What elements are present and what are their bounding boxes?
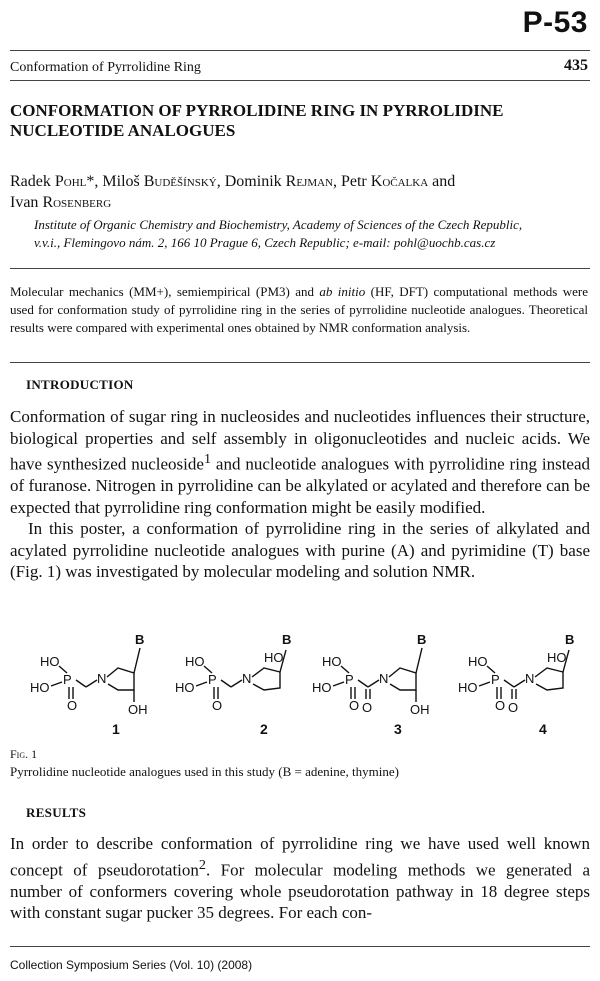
oxygen-label: O	[67, 698, 78, 713]
hydroxyl-label: HO	[30, 680, 50, 695]
oxygen-label: O	[495, 698, 506, 713]
paragraph: In order to describe conformation of pyrrolidine ring we have used well known concept of pseudorotation$^2$. For molecular modeling methods we generated a number of conformers covering whole pseudorotation pathway in 18 degree steps with constant sugar pucker 35 degrees. For each con-	[10, 834, 591, 923]
header-rule-bottom	[10, 80, 590, 81]
base-label: B	[417, 632, 427, 647]
abstract-rule-top	[10, 268, 590, 269]
phosphorus-label: P	[491, 672, 500, 687]
results-body	[10, 833, 590, 924]
figure-caption: Pyrrolidine nucleotide analogues used in this study (B = adenine, thymine)	[10, 764, 399, 779]
ring-hydroxyl-label: OH	[128, 702, 148, 717]
figure-label: Fig. 1	[10, 747, 38, 761]
bond-line	[196, 682, 207, 686]
bond-line	[358, 680, 368, 687]
introduction-heading: INTRODUCTION	[26, 377, 134, 392]
ring-hydroxyl-label: OH	[410, 702, 430, 717]
phosphorus-label: P	[208, 672, 217, 687]
bond-line	[514, 680, 525, 687]
author: Petr Kočalka and	[340, 173, 456, 190]
title-line: NUCLEOTIDE ANALOGUES	[10, 121, 236, 140]
paper-title	[10, 101, 570, 141]
bond-line	[504, 680, 514, 687]
base-label: B	[565, 632, 575, 647]
nitrogen-label: N	[379, 671, 389, 686]
abstract: Molecular mechanics (MM+), semiempirical (PM3) and ab initio (HF, DFT) computational methods were used for conformation study of pyrrolidine ring in the series of pyrrolidine nucleotide analogues. Theoretical results were compared with experimental ones obtained by NMR conformation analysis.	[10, 284, 588, 335]
bond-line	[333, 682, 344, 686]
author: Radek Pohl*,	[10, 173, 103, 190]
hydroxyl-label: HO	[175, 680, 195, 695]
affiliation-line: v.v.i., Flemingovo nám. 2, 166 10 Prague 6, Czech Republic; e-mail: pohl@uochb.cas.cz	[34, 235, 496, 250]
chemical-structures	[10, 630, 590, 740]
bond-line	[107, 668, 134, 690]
phosphorus-label: P	[345, 672, 354, 687]
carbonyl-oxygen-label: O	[508, 700, 519, 715]
hydroxyl-label: HO	[40, 654, 60, 669]
hydroxyl-label: HO	[322, 654, 342, 669]
hydroxyl-label: HO	[312, 680, 332, 695]
running-head: Conformation of Pyrrolidine Ring	[10, 60, 201, 75]
footer-rule	[10, 946, 590, 947]
ring-hydroxyl-label: HO	[547, 650, 567, 665]
bond-line	[134, 648, 140, 673]
bond-line	[535, 668, 563, 690]
bond-line	[479, 682, 490, 686]
bond-line	[389, 668, 416, 690]
author: Dominik Rejman,	[224, 173, 341, 190]
structure-2	[175, 632, 291, 737]
structure-1	[30, 632, 148, 737]
structure-4	[458, 632, 574, 737]
oxygen-label: O	[212, 698, 223, 713]
carbonyl-oxygen-label: O	[362, 700, 373, 715]
bond-line	[221, 680, 231, 687]
author: Miloš Buděšínský,	[102, 173, 225, 190]
title-line: CONFORMATION OF PYRROLIDINE RING IN PYRROLIDINE	[10, 101, 504, 120]
structure-3	[312, 632, 430, 737]
author: Ivan Rosenberg	[10, 194, 112, 211]
structure-number: 1	[112, 721, 120, 737]
affiliation-line: Institute of Organic Chemistry and Biochemistry, Academy of Sciences of the Czech Republic,	[34, 217, 523, 232]
base-label: B	[282, 632, 292, 647]
hydroxyl-label: HO	[458, 680, 478, 695]
bond-line	[416, 648, 422, 673]
paragraph: In this poster, a conformation of pyrrolidine ring in the series of alkylated and acylated pyrrolidine nucleotide analogues with purine (A) and pyrimidine (T) base (Fig. 1) was investigated by molecular modeling and solution NMR.	[10, 519, 590, 582]
structure-number: 4	[539, 721, 547, 737]
ring-hydroxyl-label: HO	[264, 650, 284, 665]
results-heading: RESULTS	[26, 805, 87, 820]
abstract-emphasis: ab initio	[319, 284, 366, 299]
abstract-rule-bottom	[10, 362, 590, 363]
figure-1	[10, 630, 590, 745]
bond-line	[368, 680, 379, 687]
bond-line	[252, 668, 280, 690]
poster-id: P-53	[522, 6, 588, 39]
bond-line	[231, 680, 242, 687]
nitrogen-label: N	[97, 671, 107, 686]
oxygen-label: O	[349, 698, 360, 713]
nitrogen-label: N	[242, 671, 252, 686]
hydroxyl-label: HO	[185, 654, 205, 669]
base-label: B	[135, 632, 145, 647]
structure-number: 3	[394, 721, 402, 737]
bond-line	[76, 680, 86, 687]
phosphorus-label: P	[63, 672, 72, 687]
author-list	[10, 171, 580, 213]
affiliation	[34, 216, 580, 252]
footer: Collection Symposium Series (Vol. 10) (2008)	[10, 958, 253, 972]
paragraph: Conformation of sugar ring in nucleosides and nucleotides influences their structure, biological properties and self assembly in oligonucleotides and nucleic acids. We have synthesized nucleoside$^1$ and nucleotide analogues with pyrrolidine ring instead of furanose. Nitrogen in pyrrolidine can be alkylated or acylated and therefore can be expected that pyrrolidine ring conformation might be easily modified.	[10, 407, 591, 517]
bond-line	[86, 680, 97, 687]
introduction-body	[10, 406, 590, 583]
nitrogen-label: N	[525, 671, 535, 686]
header-rule-top	[10, 50, 590, 51]
bond-line	[51, 682, 62, 686]
structure-number: 2	[260, 721, 268, 737]
page-number: 435	[564, 57, 588, 74]
hydroxyl-label: HO	[468, 654, 488, 669]
